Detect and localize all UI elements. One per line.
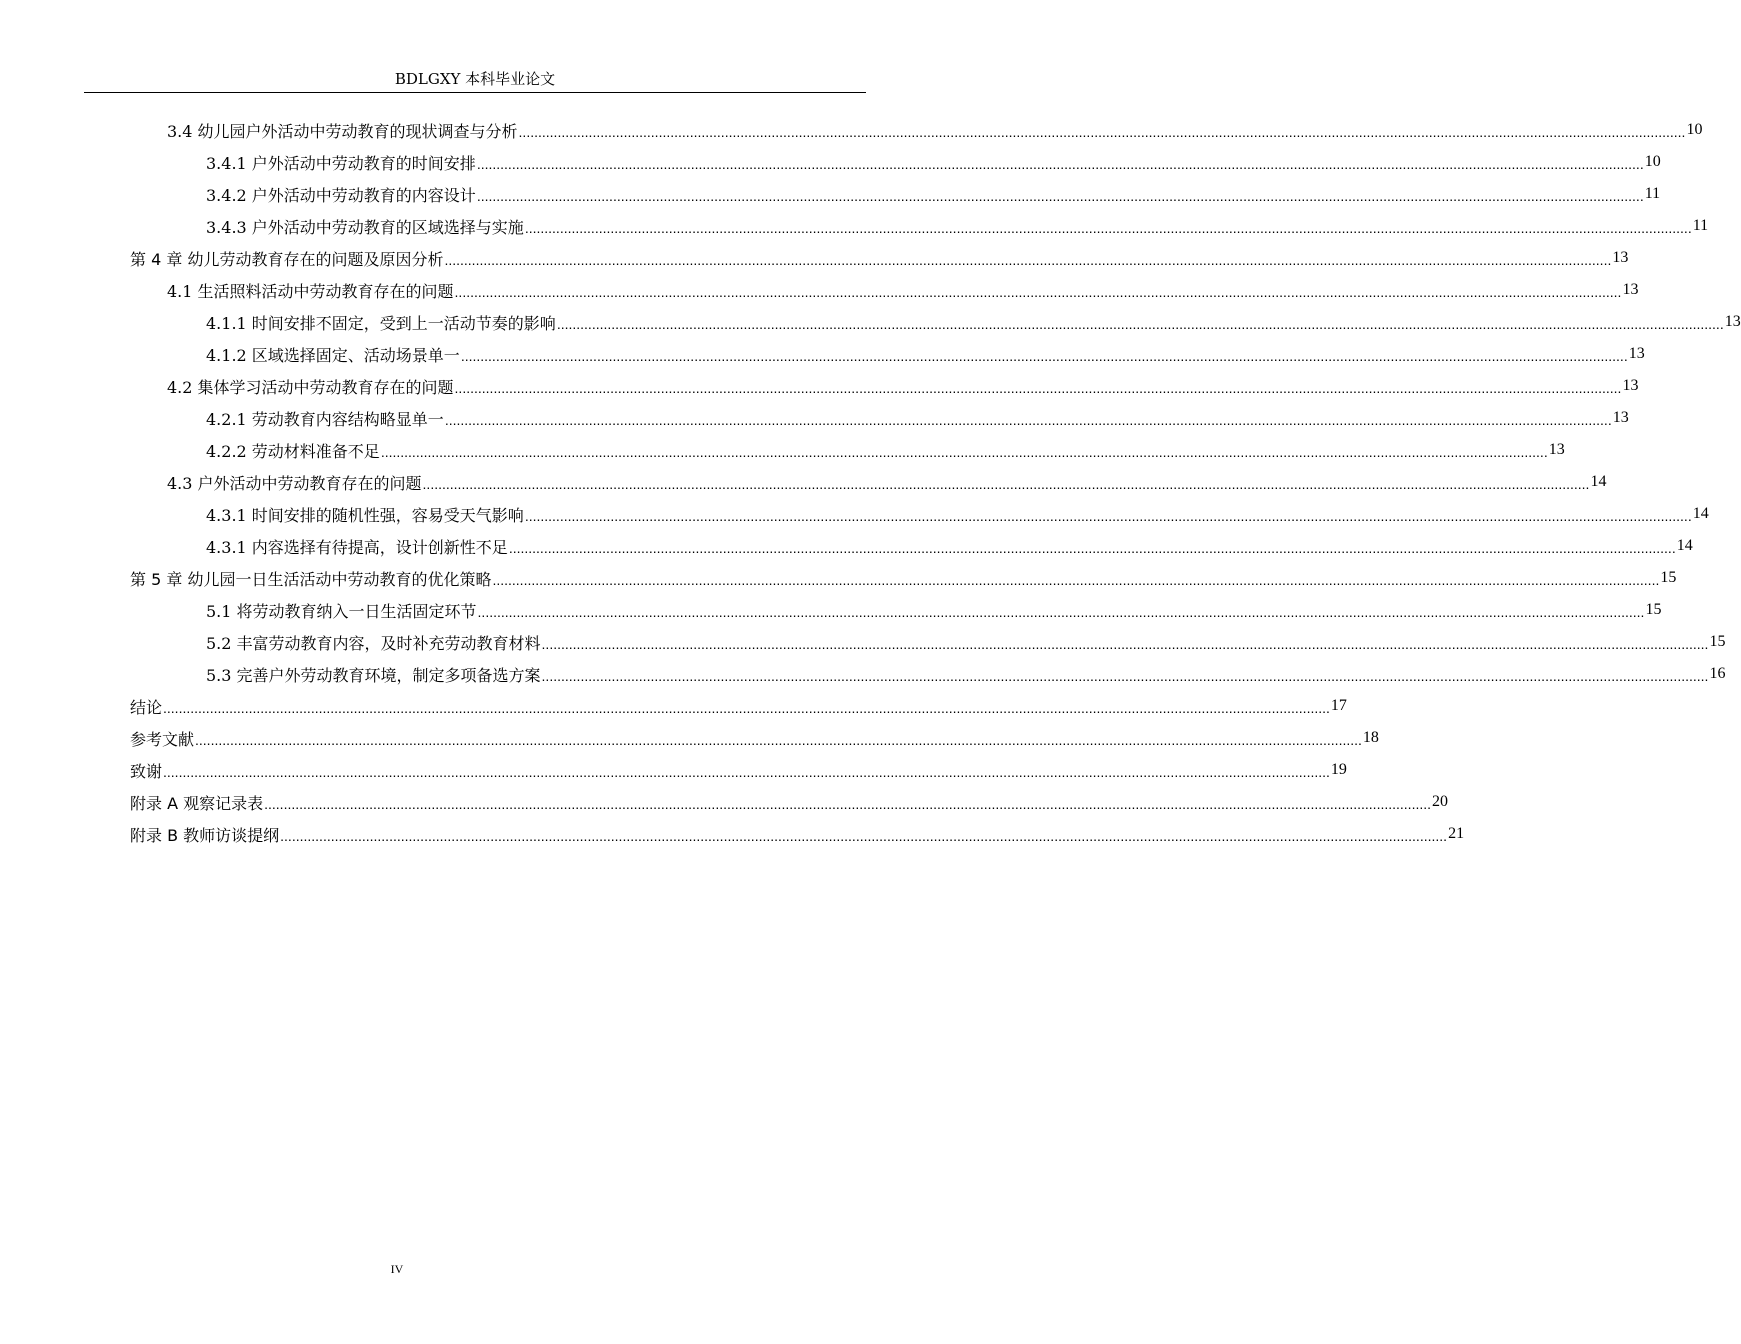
toc-entry[interactable] [130,754,1347,786]
toc-entry[interactable] [206,658,1726,690]
toc-entry-page: 10 [1686,121,1703,138]
toc-entry-title: 4.1.1 时间安排不固定，受到上一活动节奏的影响 [206,313,556,333]
toc-leader-dots: ............................................................................................................................................................................................................................................................................................................ [476,156,1644,172]
toc-entry[interactable] [206,178,1661,210]
toc-leader-dots: ............................................................................................................................................................................................................................................................................................................ [524,220,1692,236]
toc-entry-title: 第 4 章 幼儿劳动教育存在的问题及原因分析 [130,249,444,269]
toc-entry-title: 4.2.2 劳动材料准备不足 [206,441,380,461]
toc-entry-title: 3.4 幼儿园户外活动中劳动教育的现状调查与分析 [167,121,518,141]
toc-entry-page: 13 [1724,313,1741,330]
toc-leader-dots: ............................................................................................................................................................................................................................................................................................................ [454,284,1622,300]
toc-leader-dots: ............................................................................................................................................................................................................................................................................................................ [460,348,1628,364]
toc-entry[interactable] [130,818,1465,850]
toc-leader-dots: ............................................................................................................................................................................................................................................................................................................ [422,476,1590,492]
toc-entry-title: 结论 [130,697,163,717]
toc-entry[interactable] [130,722,1379,754]
toc-entry-page: 10 [1644,153,1661,170]
toc-entry-page: 11 [1692,217,1709,234]
toc-entry-title: 致谢 [130,761,163,781]
toc-entry[interactable] [167,466,1607,498]
toc-entry-title: 4.3.1 时间安排的随机性强，容易受天气影响 [206,505,524,525]
toc-entry-page: 15 [1645,601,1662,618]
toc-entry-page: 14 [1676,537,1693,554]
toc-entry[interactable] [206,306,1741,338]
toc-entry-title: 4.2.1 劳动教育内容结构略显单一 [206,409,444,429]
toc-entry[interactable] [130,242,1629,274]
toc-entry-title: 附录 B 教师访谈提纲 [130,825,280,845]
header-title: BDLGXY 本科毕业论文 [394,70,556,88]
toc-leader-dots: ............................................................................................................................................................................................................................................................................................................ [454,380,1622,396]
toc-entry-page: 16 [1709,665,1726,682]
toc-entry[interactable] [206,530,1693,562]
toc-entry-page: 17 [1330,697,1347,714]
toc-leader-dots: ............................................................................................................................................................................................................................................................................................................ [163,700,1330,716]
toc-entry-title: 参考文献 [130,729,195,749]
toc-leader-dots: ............................................................................................................................................................................................................................................................................................................ [380,444,1548,460]
toc-entry-title: 4.1 生活照料活动中劳动教育存在的问题 [167,281,454,301]
toc-entry-page: 13 [1612,409,1629,426]
toc-entry[interactable] [206,402,1629,434]
toc-leader-dots: ............................................................................................................................................................................................................................................................................................................ [476,188,1644,204]
toc-leader-dots: ............................................................................................................................................................................................................................................................................................................ [541,636,1709,652]
toc-entry[interactable] [167,274,1639,306]
toc-entry[interactable] [206,498,1709,530]
toc-entry-title: 5.1 将劳动教育纳入一日生活固定环节 [206,601,477,621]
toc-entry-page: 14 [1692,505,1709,522]
toc-leader-dots: ............................................................................................................................................................................................................................................................................................................ [492,572,1660,588]
toc-entry-title: 3.4.1 户外活动中劳动教育的时间安排 [206,153,476,173]
toc-entry-page: 15 [1709,633,1726,650]
toc-entry-title: 4.3.1 内容选择有待提高，设计创新性不足 [206,537,508,557]
toc-leader-dots: ............................................................................................................................................................................................................................................................................................................ [280,828,1448,844]
toc-entry-page: 13 [1628,345,1645,362]
toc-entry[interactable] [206,146,1661,178]
page-number: IV [390,1262,404,1276]
page-footer [0,1262,794,1277]
toc-leader-dots: ............................................................................................................................................................................................................................................................................................................ [477,604,1645,620]
toc-entry-page: 13 [1622,281,1639,298]
toc-entry-title: 5.2 丰富劳动教育内容，及时补充劳动教育材料 [206,633,541,653]
toc-entry-page: 13 [1612,249,1629,266]
toc-entry-page: 19 [1330,761,1347,778]
toc-entry-page: 11 [1644,185,1661,202]
toc-entry-title: 附录 A 观察记录表 [130,793,264,813]
toc-leader-dots: ............................................................................................................................................................................................................................................................................................................ [518,124,1686,140]
page-header [84,66,866,93]
toc-entry-page: 20 [1432,793,1449,810]
toc-entry-title: 3.4.2 户外活动中劳动教育的内容设计 [206,185,476,205]
toc-leader-dots: ............................................................................................................................................................................................................................................................................................................ [541,668,1709,684]
toc-entry-page: 18 [1362,729,1379,746]
toc-entry-page: 21 [1448,825,1465,842]
toc-entry[interactable] [167,370,1639,402]
toc-entry[interactable] [206,210,1709,242]
toc-leader-dots: ............................................................................................................................................................................................................................................................................................................ [264,796,1432,812]
toc-entry[interactable] [167,114,1703,146]
toc-entry-page: 15 [1660,569,1677,586]
toc-entry-title: 4.1.2 区域选择固定、活动场景单一 [206,345,460,365]
toc-leader-dots: ............................................................................................................................................................................................................................................................................................................ [508,540,1676,556]
toc-entry-title: 第 5 章 幼儿园一日生活活动中劳动教育的优化策略 [130,569,492,589]
toc-entry-title: 5.3 完善户外劳动教育环境，制定多项备选方案 [206,665,541,685]
toc-entry[interactable] [130,786,1449,818]
toc-leader-dots: ............................................................................................................................................................................................................................................................................................................ [556,316,1724,332]
toc-entry[interactable] [206,626,1726,658]
toc-entry-title: 4.3 户外活动中劳动教育存在的问题 [167,473,422,493]
toc-leader-dots: ............................................................................................................................................................................................................................................................................................................ [444,252,1612,268]
toc-entry[interactable] [206,594,1662,626]
toc-leader-dots: ............................................................................................................................................................................................................................................................................................................ [195,732,1362,748]
toc-entry[interactable] [206,434,1565,466]
toc-entry[interactable] [130,562,1677,594]
toc-entry-title: 4.2 集体学习活动中劳动教育存在的问题 [167,377,454,397]
toc-leader-dots: ............................................................................................................................................................................................................................................................................................................ [524,508,1692,524]
toc-entry[interactable] [206,338,1645,370]
toc-entry-page: 14 [1590,473,1607,490]
toc-entry-title: 3.4.3 户外活动中劳动教育的区域选择与实施 [206,217,524,237]
toc-entry-page: 13 [1622,377,1639,394]
toc-entry[interactable] [130,690,1347,722]
toc-entry-page: 13 [1548,441,1565,458]
toc-leader-dots: ............................................................................................................................................................................................................................................................................................................ [163,764,1330,780]
toc-leader-dots: ............................................................................................................................................................................................................................................................................................................ [444,412,1612,428]
